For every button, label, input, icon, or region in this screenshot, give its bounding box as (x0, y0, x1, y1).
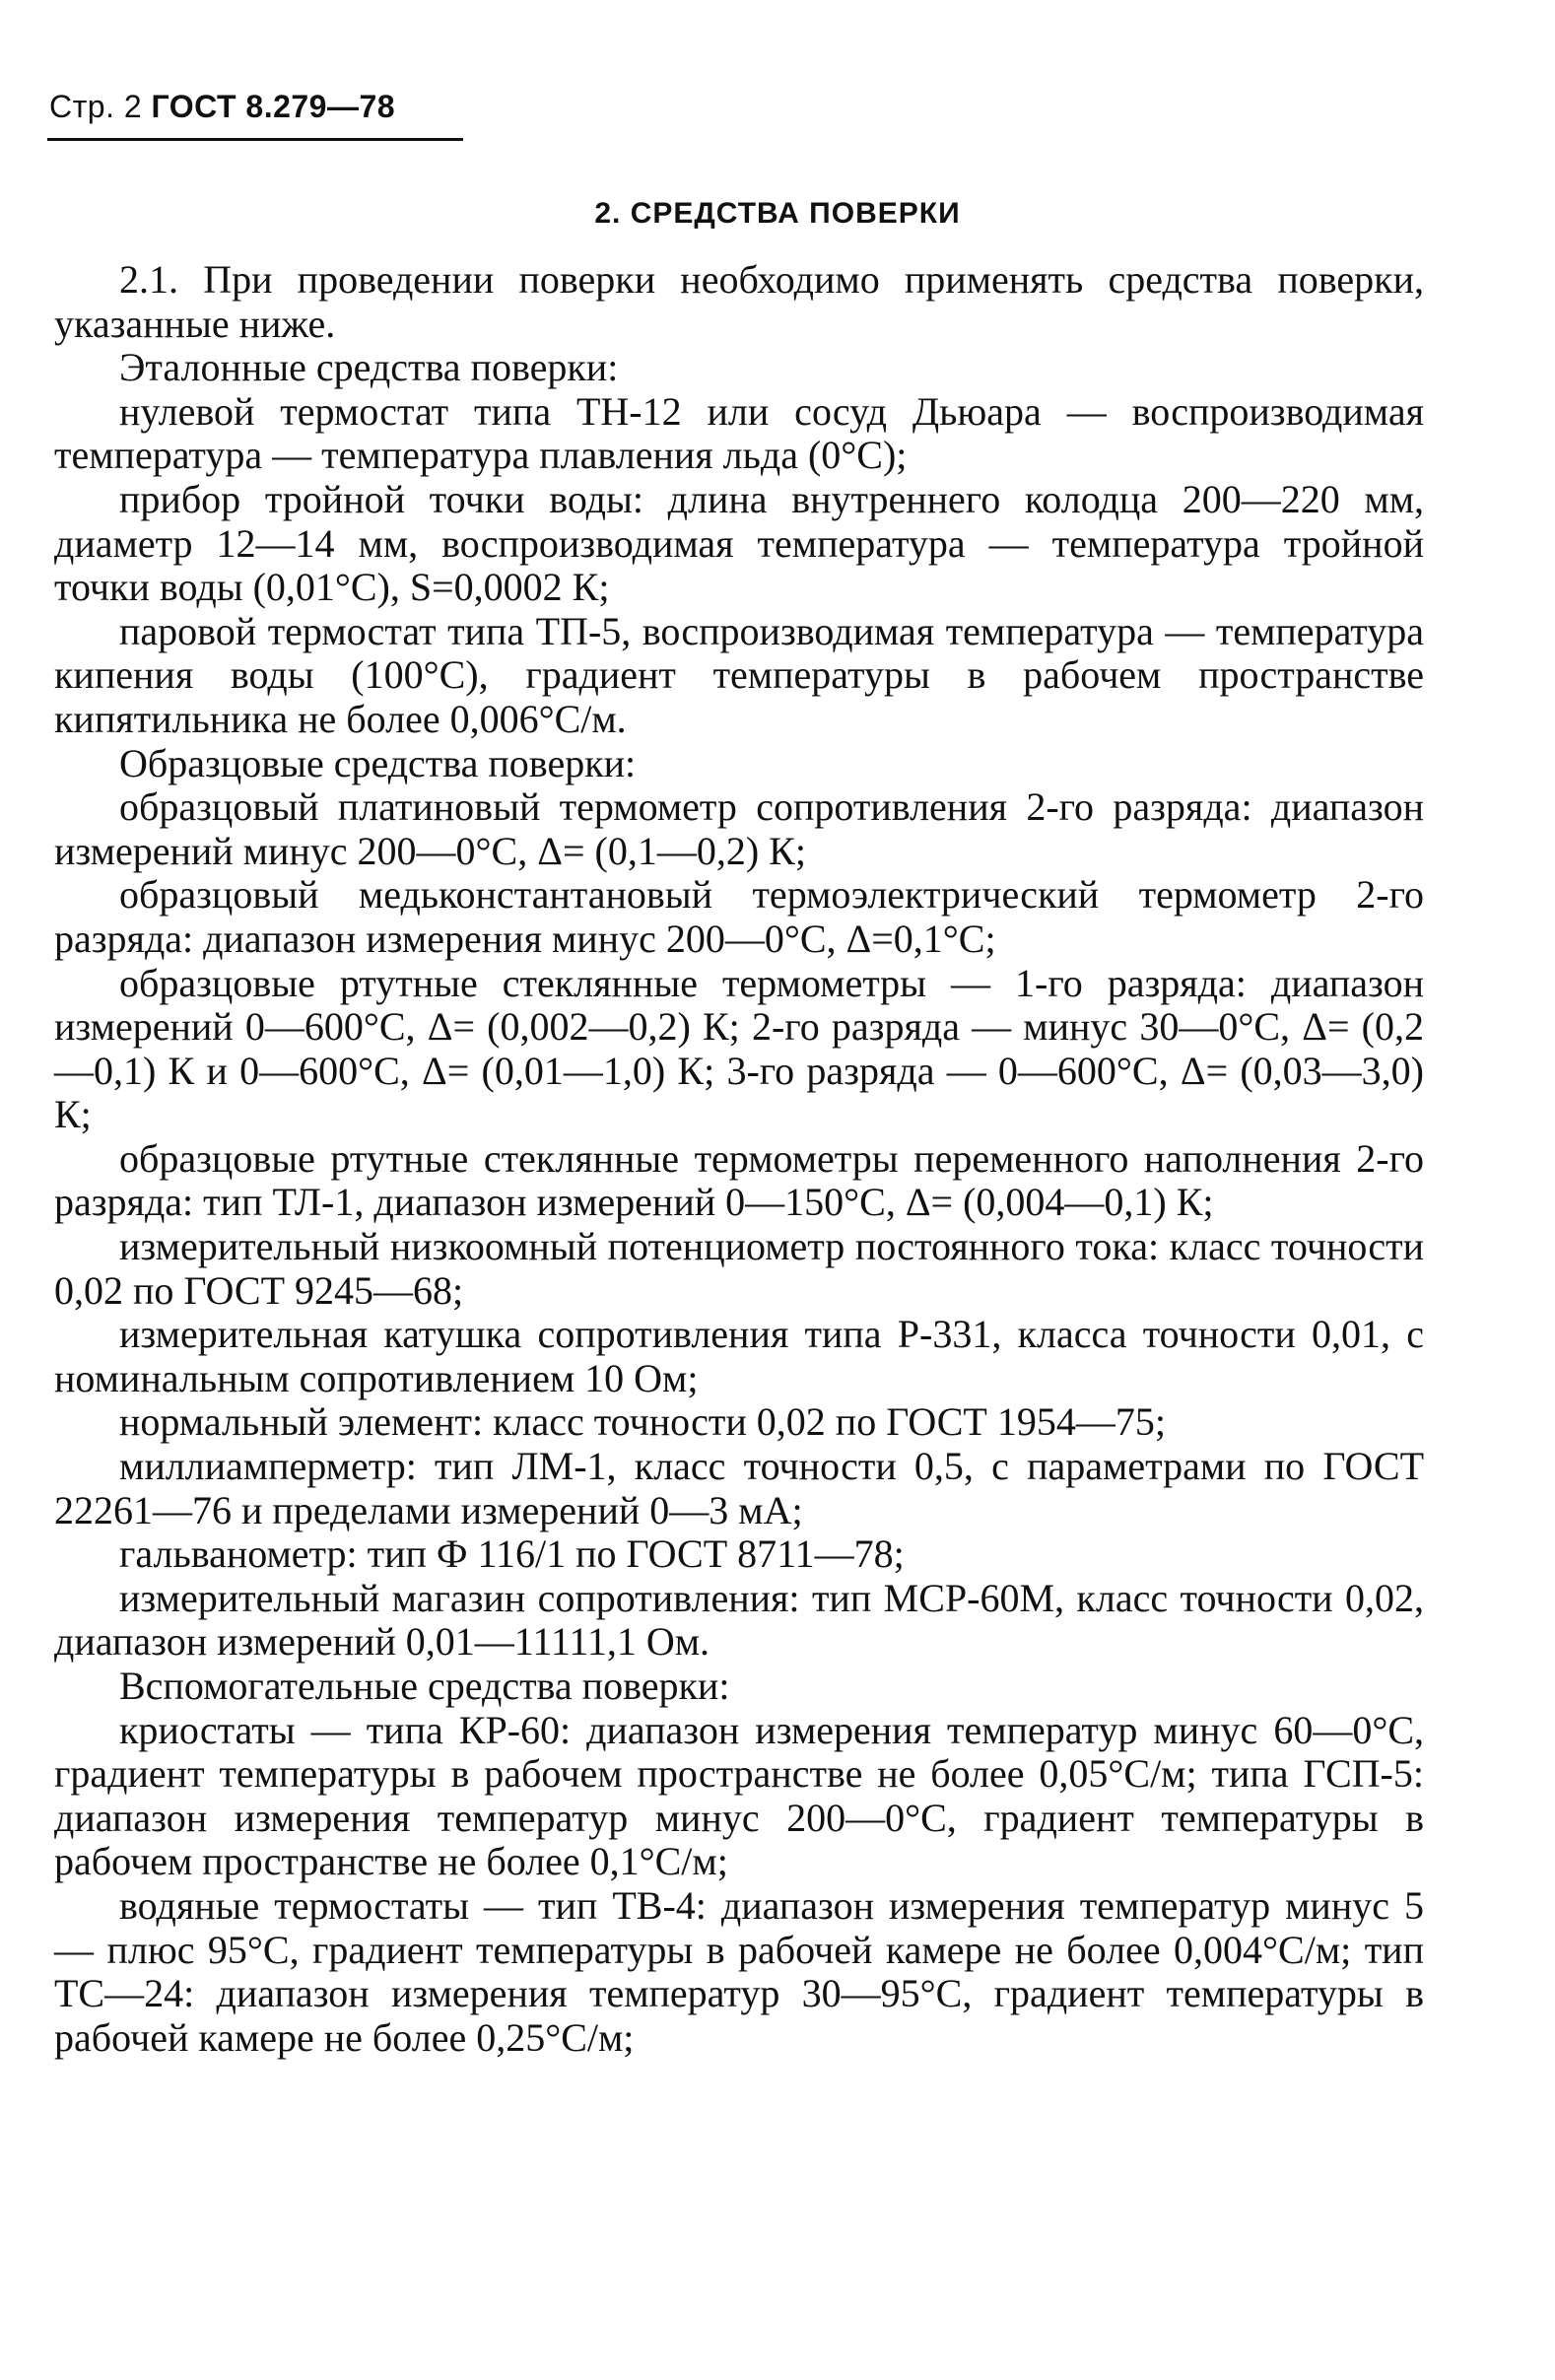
paragraph-variable-fill-thermometers: образцовые ртутные стеклянные термометры переменного наполнения 2-го разряда: тип ТЛ-1, диапазон измерений 0—150°С, Δ= (0,004—0,1) К; (54, 1135, 1424, 1225)
paragraph-thermocouple: образцовый медьконстантановый термоэлектрический термометр 2-го разряда: диапазон измерения минус 200—0°С, Δ=0,1°С; (54, 872, 1424, 961)
paragraph-cryostats: криостаты — типа КР-60: диапазон измерения температур минус 60—0°С, градиент температуры в рабочем пространстве не более 0,05°С/м; типа ГСП-5: диапазон измерения температур минус 200—0°С, градиент температуры в рабочем пространстве не более 0,1°С/м; (54, 1707, 1424, 1884)
paragraph-milliammeter: миллиамперметр: тип ЛМ-1, класс точности 0,5, с параметрами по ГОСТ 22261—76 и пределами измерений 0—3 мА; (54, 1444, 1424, 1532)
paragraph-water-thermostats: водяные термостаты — тип ТВ-4: диапазон измерения температур минус 5 — плюс 95°С, градиент температуры в рабочей камере не более 0,004°С/м; тип ТС—24: диапазон измерения температур 30—95°С, градиент температуры в рабочей камере не более 0,25°С/м; (54, 1882, 1424, 2060)
paragraph-potentiometer: измерительный низкоомный потенциометр постоянного тока: класс точности 0,02 по ГОСТ 9245—68; (54, 1224, 1424, 1313)
paragraph-reference-heading: Эталонные средства поверки: (119, 345, 619, 390)
paragraph-resistance-box: измерительный магазин сопротивления: тип МСР-60М, класс точности 0,02, диапазон измерений 0,01—11111,1 Ом. (54, 1575, 1424, 1665)
paragraph-auxiliary-heading: Вспомогательные средства поверки: (119, 1664, 730, 1708)
paragraph-zero-thermostat: нулевой термостат типа ТН-12 или сосуд Дьюара — воспроизводимая температура — температура плавления льда (0°С); (54, 388, 1424, 478)
paragraph-standard-cell: нормальный элемент: класс точности 0,02 по ГОСТ 1954—75; (119, 1399, 1166, 1445)
standard-number: ГОСТ 8.279—78 (151, 89, 396, 124)
paragraph-steam-thermostat: паровой термостат типа ТП-5, воспроизводимая температура — температура кипения воды (100°С), градиент температуры в рабочем пространстве кипятильника не более 0,006°С/м. (54, 608, 1424, 741)
section-title: 2. СРЕДСТВА ПОВЕРКИ (594, 197, 961, 230)
document-body (54, 258, 1424, 2060)
paragraph-triple-point: прибор тройной точки воды: длина внутреннего колодца 200—220 мм, диаметр 12—14 мм, воспроизводимая температура — температура тройной точки воды (0,01°С), S=0,0002 К; (54, 476, 1424, 610)
paragraph-resistance-coil: измерительная катушка сопротивления типа Р-331, класса точности 0,01, с номинальным сопротивлением 10 Ом; (54, 1312, 1424, 1400)
page-number-label: Стр. 2 (49, 89, 143, 124)
paragraph-exemplary-heading: Образцовые средства поверки: (119, 740, 637, 785)
paragraph-mercury-thermometers: образцовые ртутные стеклянные термометры — 1-го разряда: диапазон измерений 0—600°С, Δ= (0,002—0,2) К; 2-го разряда — минус 30—0°С, Δ= (0,2—0,1) К и 0—600°С, Δ= (0,01—1,0) К; 3-го разряда — 0—600°С, Δ= (0,03—3,0) К; (54, 960, 1424, 1137)
page-header (49, 89, 395, 125)
paragraph-2-1: 2.1. При проведении поверки необходимо применять средства поверки, указанные ниже. (54, 257, 1424, 346)
paragraph-platinum-thermometer: образцовый платиновый термометр сопротивления 2-го разряда: диапазон измерений минус 200—0°С, Δ= (0,1—0,2) К; (54, 784, 1424, 873)
paragraph-galvanometer: гальванометр: тип Ф 116/1 по ГОСТ 8711—78; (119, 1531, 905, 1577)
header-rule (47, 138, 463, 141)
